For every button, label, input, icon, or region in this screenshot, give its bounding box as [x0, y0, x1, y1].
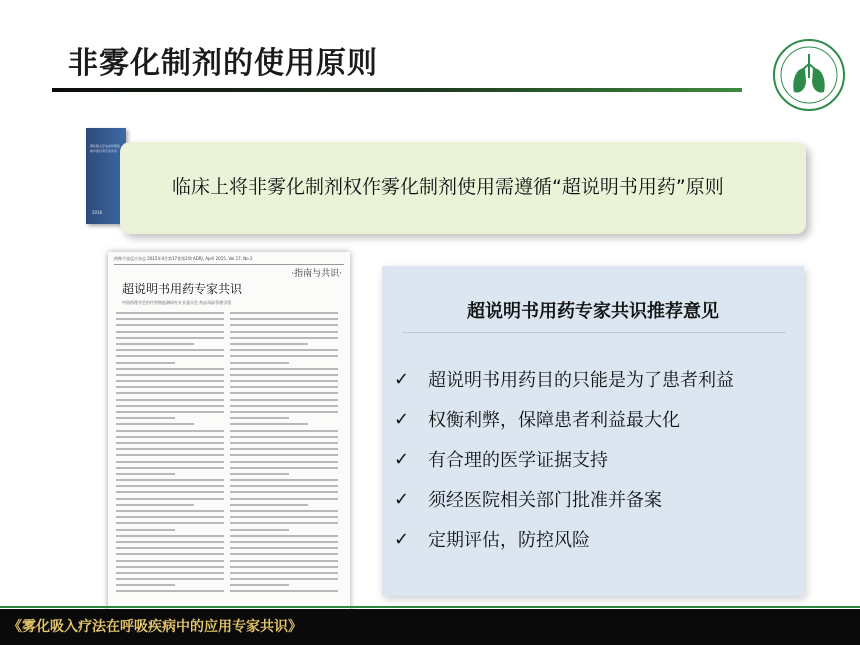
paper-text-line [116, 473, 175, 475]
paper-text-line [230, 448, 338, 450]
paper-text-line [230, 535, 338, 537]
paper-text-line [116, 454, 224, 456]
paper-text-line [116, 491, 224, 493]
paper-text-line [116, 547, 224, 549]
paper-text-line [116, 584, 175, 586]
paper-text-line [116, 423, 194, 425]
paper-text-line [116, 324, 224, 326]
paper-text-line [116, 430, 224, 432]
paper-text-line [230, 337, 338, 339]
paper-text-line [230, 516, 338, 518]
principle-banner-text: 临床上将非雾化制剂权作雾化制剂使用需遵循“超说明书用药”原则 [172, 176, 724, 198]
paper-text-line [116, 535, 224, 537]
paper-text-line [116, 578, 224, 580]
paper-text-line [230, 454, 338, 456]
footer-citation: 《雾化吸入疗法在呼吸疾病中的应用专家共识》 [8, 619, 302, 635]
principle-banner [120, 142, 806, 234]
paper-text-line [116, 411, 224, 413]
booklet-year: 2016 [92, 210, 103, 215]
recommendation-text: 定期评估，防控风险 [428, 530, 590, 551]
paper-text-line [230, 547, 338, 549]
paper-text-line [116, 504, 194, 506]
check-icon: ✓ [394, 368, 410, 390]
paper-text-line [230, 467, 338, 469]
paper-text-line [230, 417, 289, 419]
paper-text-line [230, 553, 338, 555]
paper-text-line [230, 510, 338, 512]
paper-text-line [116, 331, 224, 333]
paper-text-line [230, 331, 338, 333]
paper-authors: 中国药理学会治疗药物监测研究专业委员会 药品风险管理学组 [122, 300, 232, 305]
paper-text-line [116, 516, 224, 518]
footer-divider [0, 606, 860, 608]
paper-text-line [230, 442, 338, 444]
paper-text-line [116, 442, 224, 444]
paper-text-line [116, 349, 224, 351]
recommendation-item [394, 479, 734, 519]
paper-text-line [230, 473, 289, 475]
paper-text-line [230, 343, 308, 345]
recommendation-text: 须经医院相关部门批准并备案 [428, 490, 662, 511]
paper-text-line [230, 529, 289, 531]
paper-text-line [116, 541, 224, 543]
paper-text-line [116, 312, 224, 314]
paper-text-line [230, 405, 338, 407]
panel-divider [402, 332, 786, 333]
paper-text-line [230, 479, 338, 481]
paper-text-line [230, 485, 338, 487]
paper-left-column [116, 312, 224, 602]
check-icon: ✓ [394, 528, 410, 550]
panel-title: 超说明书用药专家共识推荐意见 [467, 301, 719, 322]
paper-right-column [230, 312, 338, 602]
recommendation-text: 权衡利弊，保障患者利益最大化 [428, 410, 680, 431]
slide-title: 非雾化制剂的使用原则 [68, 46, 378, 81]
paper-text-line [116, 553, 224, 555]
paper-text-line [116, 337, 224, 339]
paper-text-line [230, 560, 338, 562]
booklet-title: 雾化吸入疗法在呼吸疾病中的应用专家共识 [90, 144, 121, 153]
lungs-emblem-icon [772, 38, 846, 112]
paper-text-line [230, 324, 338, 326]
paper-text-line [116, 362, 175, 364]
paper-text-line [230, 362, 289, 364]
check-icon: ✓ [394, 408, 410, 430]
paper-text-line [116, 510, 224, 512]
paper-text-line [230, 318, 338, 320]
paper-text-line [230, 380, 338, 382]
paper-text-line [230, 368, 338, 370]
recommendation-item [394, 359, 734, 399]
paper-text-line [230, 590, 338, 592]
paper-text-line [116, 343, 194, 345]
paper-text-line [116, 498, 224, 500]
paper-text-line [116, 392, 224, 394]
paper-text-line [116, 560, 224, 562]
paper-text-line [230, 436, 338, 438]
title-underline [52, 88, 742, 92]
paper-text-line [230, 461, 338, 463]
recommendation-text: 有合理的医学证据支持 [428, 450, 608, 471]
paper-text-line [230, 411, 338, 413]
paper-text-line [116, 590, 224, 592]
paper-text-line [116, 479, 224, 481]
check-icon: ✓ [394, 448, 410, 470]
paper-text-line [230, 572, 338, 574]
paper-text-line [230, 423, 308, 425]
paper-text-line [230, 374, 338, 376]
paper-journal-header: 药物不良反应杂志 2015年4月第17卷第2期 ADRJ, April 2015, Vol 17, No 2 [114, 256, 344, 265]
recommendation-list [394, 359, 734, 559]
paper-text-line [116, 461, 224, 463]
paper-text-line [230, 566, 338, 568]
paper-text-line [230, 392, 338, 394]
recommendation-item [394, 399, 734, 439]
paper-text-line [116, 368, 224, 370]
recommendation-panel [382, 266, 804, 596]
paper-text-line [230, 349, 338, 351]
paper-text-line [116, 566, 224, 568]
paper-text-line [116, 436, 224, 438]
paper-text-line [116, 485, 224, 487]
paper-text-line [230, 312, 338, 314]
paper-text-line [230, 504, 308, 506]
paper-text-line [116, 467, 224, 469]
paper-text-line [230, 491, 338, 493]
paper-text-line [230, 578, 338, 580]
paper-text-line [116, 380, 224, 382]
check-icon: ✓ [394, 488, 410, 510]
paper-text-line [116, 417, 175, 419]
paper-text-line [230, 584, 289, 586]
paper-text-line [230, 355, 338, 357]
paper-text-line [116, 572, 224, 574]
paper-text-line [116, 399, 224, 401]
paper-text-line [230, 498, 338, 500]
paper-section-tag: ·指南与共识· [291, 269, 342, 279]
paper-text-line [230, 541, 338, 543]
paper-text-line [116, 448, 224, 450]
footer-bar [0, 609, 860, 645]
paper-text-line [116, 386, 224, 388]
paper-text-line [230, 430, 338, 432]
paper-text-line [116, 318, 224, 320]
paper-text-line [116, 522, 224, 524]
paper-text-line [116, 374, 224, 376]
paper-text-line [230, 386, 338, 388]
recommendation-item [394, 439, 734, 479]
paper-text-line [230, 522, 338, 524]
recommendation-item [394, 519, 734, 559]
paper-text-line [116, 405, 224, 407]
paper-text-line [116, 355, 224, 357]
paper-title: 超说明书用药专家共识 [122, 282, 243, 296]
recommendation-text: 超说明书用药目的只能是为了患者利益 [428, 370, 734, 391]
paper-text-line [116, 529, 175, 531]
paper-text-line [230, 399, 338, 401]
consensus-paper-image [108, 252, 350, 620]
